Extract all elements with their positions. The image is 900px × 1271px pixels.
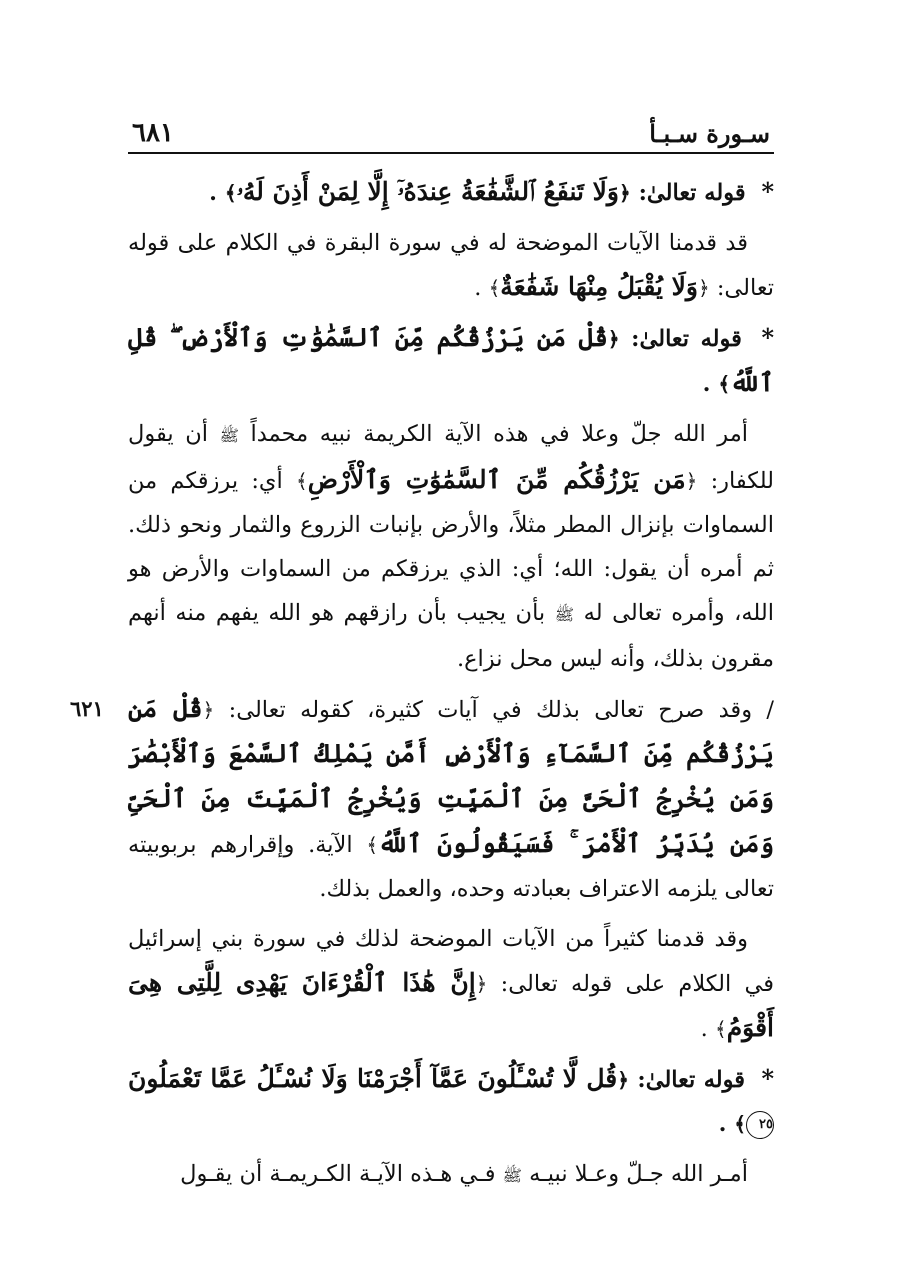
page-number: ٦٨١ [132, 118, 174, 148]
commentary-paragraph [128, 221, 774, 310]
ornate-bracket-close: ﴾ [296, 469, 308, 493]
verse-number-marker: ٢٥ [746, 1111, 774, 1139]
star-icon: * [761, 323, 774, 352]
paragraph-text: أن يقول للكفار: [128, 421, 775, 494]
commentary-paragraph [128, 917, 774, 1051]
salutation-icon: ﷺ [502, 1166, 522, 1185]
commentary-paragraph [128, 412, 774, 681]
running-header [128, 112, 774, 154]
paragraph-text: أمر الله جلّ وعلا في هذه الآية الكريمة نبيه محمداً [250, 421, 748, 447]
surah-title: سـورة سـبـأ [649, 119, 770, 148]
salutation-icon: ﷺ [554, 605, 575, 624]
quran-verse: إِنَّ هَٰذَا ٱلْقُرْءَانَ يَهْدِى لِلَّتِى هِىَ أَقْوَمُ [128, 968, 774, 1042]
paragraph-text: قد قدمنا الآيات الموضحة له في سورة البقرة في الكلام على قوله تعالى: [128, 230, 774, 301]
paragraph-text: بأن يجيب بأن رازقهم هو الله يفهم منه أنهم مقرون بذلك، وأنه ليس محل نزاع. [128, 600, 774, 672]
quran-verse: قُلْ مَن يَرْزُقُكُم مِّنَ ٱلسَّمَآءِ وَٱلْأَرْضِ أَمَّن يَمْلِكُ ٱلسَّمْعَ وَٱلْأَبْصَٰرَ وَمَن يُخْرِجُ ٱلْحَىَّ مِنَ ٱلْمَيِّتِ وَيُخْرِجُ ٱلْمَيِّتَ مِنَ ٱلْحَىِّ وَمَن يُدَبِّرُ ٱلْأَمْرَ ۚ فَسَيَقُولُونَ ٱللَّهُ [128, 694, 775, 858]
ornate-bracket-close: ﴾ [488, 276, 501, 300]
verse-heading [128, 1057, 774, 1146]
quran-verse: قُلْ مَن يَرْزُقُكُم مِّنَ ٱلسَّمَٰوَٰتِ وَٱلْأَرْضِ ۖ قُلِ ٱللَّهُ [128, 323, 774, 397]
salutation-icon: ﷺ [219, 426, 239, 445]
page-content [70, 170, 775, 1198]
quran-verse: وَلَا تَنفَعُ ٱلشَّفَٰعَةُ عِندَهُۥٓ إِلَّا لِمَنْ أَذِنَ لَهُۥ [236, 177, 619, 206]
full-stop: . [702, 371, 711, 397]
heading-lead: قوله تعالىٰ: [637, 1067, 745, 1093]
verse-heading [128, 170, 774, 215]
ornate-bracket-open: ﴿ [202, 698, 215, 722]
paragraph-text: / وقد صرح تعالى بذلك في آيات كثيرة، كقوله تعالى: [228, 697, 774, 723]
quran-verse: قُل لَّا تُسْـَٔلُونَ عَمَّآ أَجْرَمْنَا وَلَا نُسْـَٔلُ عَمَّا تَعْمَلُونَ [128, 1064, 618, 1093]
star-icon: * [761, 1064, 774, 1093]
full-stop: . [718, 1111, 727, 1137]
full-stop: . [700, 1016, 708, 1042]
ornate-bracket-open: ﴿ [607, 327, 620, 351]
quran-verse: مَن يَرْزُقُكُم مِّنَ ٱلسَّمَٰوَٰتِ وَٱلْأَرْضِ [307, 465, 686, 494]
margin-page-reference: ٦٢١ [70, 696, 104, 721]
heading-lead: قوله تعالىٰ: [638, 180, 746, 206]
paragraph-text: أي: يرزقكم من السماوات بإنزال المطر مثلاً، والأرض بإنبات الزروع والثمار ونحو ذلك. ثم أمره أن يقول: الله؛ أي: الذي يرزقكم من السماوات والأرض هو الله، وأمره تعالى له [128, 468, 774, 626]
full-stop: . [474, 275, 482, 301]
paragraph-text: وقد قدمنا كثيراً من الآيات الموضحة لذلك في سورة بني إسرائيل في الكلام على قوله تعالى: [128, 926, 775, 997]
paragraph-text: فـي هـذه الآيـة الكـريمـة أن يقـول [180, 1161, 496, 1187]
quran-verse: وَلَا يُقْبَلُ مِنْهَا شَفَٰعَةٌ [500, 272, 698, 301]
ornate-bracket-open: ﴿ [619, 181, 631, 205]
paragraph-text: الآية. وإقرارهم بربوبيته تعالى يلزمه الاعتراف بعبادته وحده، والعمل بذلك. [128, 832, 774, 902]
commentary-paragraph [128, 1152, 774, 1198]
ornate-bracket-open: ﴿ [617, 1068, 629, 1092]
ornate-bracket-close: ﴾ [718, 372, 731, 396]
star-icon: * [761, 177, 774, 206]
ornate-bracket-close: ﴾ [366, 833, 379, 857]
full-stop: . [209, 180, 218, 206]
heading-lead: قوله تعالىٰ: [631, 326, 742, 352]
verse-heading [128, 316, 774, 406]
ornate-bracket-close: ﴾ [224, 181, 237, 205]
ornate-bracket-close: ﴾ [734, 1112, 746, 1136]
ornate-bracket-open: ﴿ [697, 276, 710, 300]
paragraph-text: أمـر الله جـلّ وعـلا نبيـه [529, 1161, 748, 1187]
commentary-paragraph [70, 687, 775, 911]
ornate-bracket-open: ﴿ [685, 469, 698, 493]
ornate-bracket-open: ﴿ [475, 972, 488, 996]
ornate-bracket-close: ﴾ [714, 1017, 727, 1041]
